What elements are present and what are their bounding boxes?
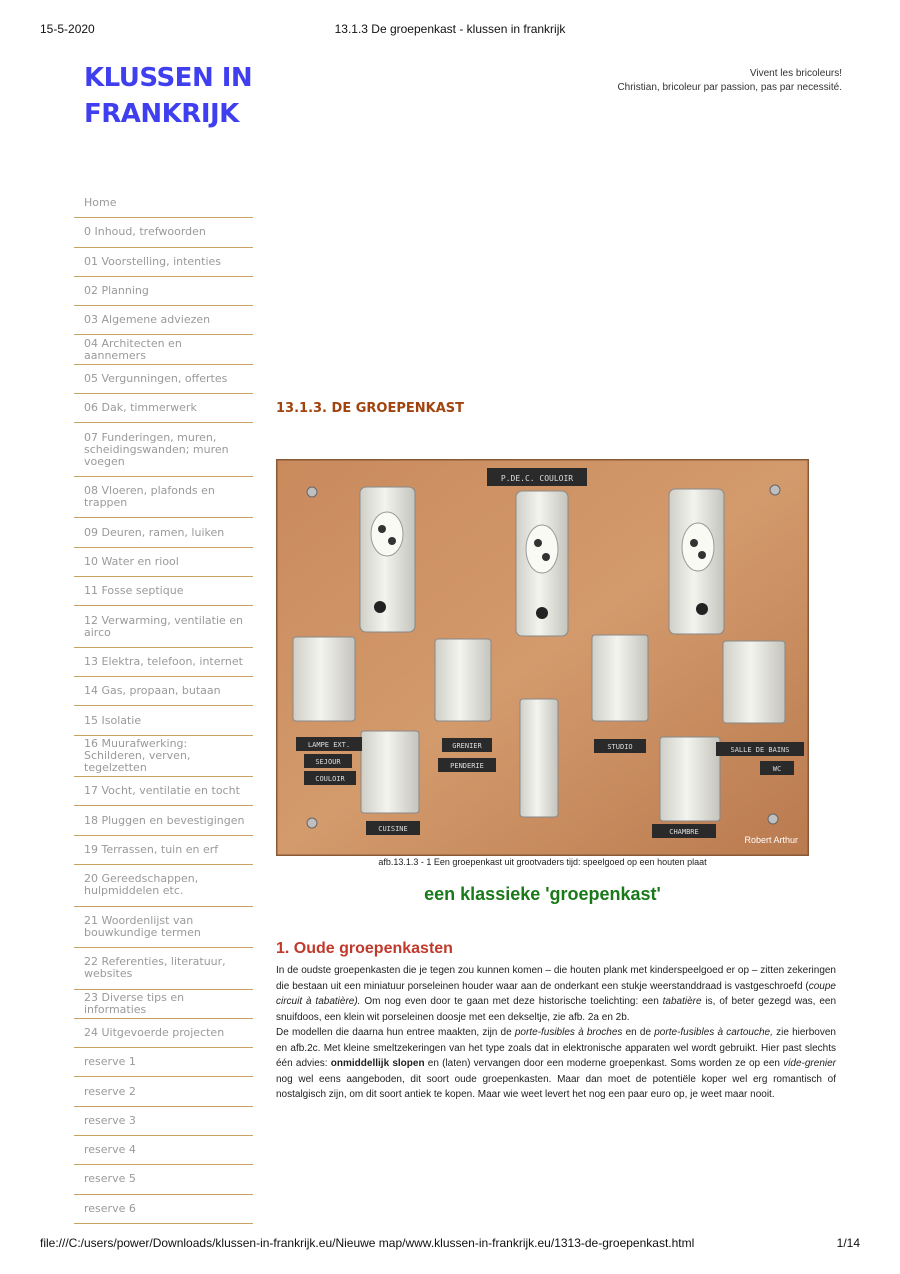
paragraph: De modellen die daarna hun entree maakten, zijn de porte-fusibles à broches en de porte-fusibles à cartouche, zie hierboven en afb.2c. Met kleine smeltzekeringen van het type zoals dat in elektronische apparaten wel wordt gebruikt. Hier past slechts één advies: onmiddellijk slopen en (laten) vervangen door een moderne groepenkast. Soms worden ze op een vide-grenier nog wel eens aangeboden, dit soort oude groepenkasten. Maar dan moet de potentiële koper wel erg romantisch of nostalgisch zijn, om dit soort antiek te kopen. Maar wie weet levert het nog een paar euro op, je weet maar nooit. xyxy=(276,1027,836,1100)
photo-credit: Robert Arthur xyxy=(744,835,798,845)
nav-item-reserve-2[interactable]: reserve 2 xyxy=(74,1077,253,1106)
nav-item-terrassen[interactable]: 19 Terrassen, tuin en erf xyxy=(74,836,253,865)
photo-label: PENDERIE xyxy=(450,762,484,770)
nav-item-vergunningen[interactable]: 05 Vergunningen, offertes xyxy=(74,365,253,394)
sidebar-nav xyxy=(74,189,253,1224)
print-footer xyxy=(40,1236,860,1252)
print-date: 15-5-2020 xyxy=(40,22,95,36)
photo-label: COULOIR xyxy=(315,775,345,783)
photo-label: SEJOUR xyxy=(315,758,341,766)
subheading-oude-groepenkasten: 1. Oude groepenkasten xyxy=(276,940,453,957)
nav-item-deuren[interactable]: 09 Deuren, ramen, luiken xyxy=(74,518,253,547)
nav-item-reserve-1[interactable]: reserve 1 xyxy=(74,1048,253,1077)
nav-item-gereedschappen[interactable]: 20 Gereedschappen, hulpmiddelen etc. xyxy=(74,865,253,907)
nav-item-reserve-6[interactable]: reserve 6 xyxy=(74,1195,253,1224)
photo-label: SALLE DE BAINS xyxy=(730,746,790,754)
nav-item-muurafwerking[interactable]: 16 Muurafwerking: Schilderen, verven, tegelzetten xyxy=(74,736,253,778)
nav-item-reserve-4[interactable]: reserve 4 xyxy=(74,1136,253,1165)
section-title: 13.1.3. DE GROEPENKAST xyxy=(276,401,464,416)
site-title-line1: KLUSSEN IN xyxy=(84,63,253,93)
photo-label: STUDIO xyxy=(607,743,633,751)
nav-item-woordenlijst[interactable]: 21 Woordenlijst van bouwkundige termen xyxy=(74,907,253,949)
nav-item-home[interactable]: Home xyxy=(74,189,253,218)
nav-item-isolatie[interactable]: 15 Isolatie xyxy=(74,706,253,735)
screw-icon xyxy=(307,487,317,497)
nav-item-vloeren[interactable]: 08 Vloeren, plafonds en trappen xyxy=(74,477,253,519)
porcelain-fuse-holder xyxy=(669,489,724,634)
nav-item-elektra[interactable]: 13 Elektra, telefoon, internet xyxy=(74,648,253,677)
photo-label: LAMPE EXT. xyxy=(307,741,351,749)
nav-item-reserve-3[interactable]: reserve 3 xyxy=(74,1107,253,1136)
screw-icon xyxy=(307,818,317,828)
nav-item-diverse-tips[interactable]: 23 Diverse tips en informaties xyxy=(74,990,253,1019)
nav-item-verwarming[interactable]: 12 Verwarming, ventilatie en airco xyxy=(74,606,253,648)
fuse-box xyxy=(592,635,648,721)
nav-item-gas[interactable]: 14 Gas, propaan, butaan xyxy=(74,677,253,706)
site-tagline xyxy=(617,67,842,95)
page-number: 1/14 xyxy=(836,1236,860,1250)
nav-item-reserve-5[interactable]: reserve 5 xyxy=(74,1165,253,1194)
nav-item-dak[interactable]: 06 Dak, timmerwerk xyxy=(74,394,253,423)
fusebox-photo xyxy=(276,459,809,856)
photo-label: GRENIER xyxy=(452,742,482,750)
nav-item-pluggen[interactable]: 18 Pluggen en bevestigingen xyxy=(74,806,253,835)
print-header xyxy=(40,22,860,38)
photo-label: WC xyxy=(772,765,782,773)
tagline-line2: Christian, bricoleur par passion, pas par necessité. xyxy=(617,82,842,93)
nav-item-referenties[interactable]: 22 Referenties, literatuur, websites xyxy=(74,948,253,990)
tagline-line1: Vivent les bricoleurs! xyxy=(749,68,842,79)
nav-item-voorstelling[interactable]: 01 Voorstelling, intenties xyxy=(74,248,253,277)
nav-item-funderingen[interactable]: 07 Funderingen, muren, scheidingswanden; muren voegen xyxy=(74,423,253,477)
nav-item-algemene-adviezen[interactable]: 03 Algemene adviezen xyxy=(74,306,253,335)
fuse-box xyxy=(660,737,720,821)
photo-caption: afb.13.1.3 - 1 Een groepenkast uit grootvaders tijd: speelgoed op een houten plaat xyxy=(378,857,707,867)
green-heading: een klassieke 'groepenkast' xyxy=(424,884,661,904)
nav-item-architecten[interactable]: 04 Architecten en aannemers xyxy=(74,335,253,364)
nav-item-water[interactable]: 10 Water en riool xyxy=(74,548,253,577)
print-url: file:///C:/users/power/Downloads/klussen-in-frankrijk.eu/Nieuwe map/www.klussen-in-frankrijk.eu/1313-de-groepenkast.html xyxy=(40,1236,695,1250)
paragraph: In de oudste groepenkasten die je tegen zou kunnen komen – die houten plank met kinderspeelgoed er op – zitten zekeringen die bestaan uit een miniatuur porseleinen houder waar aan de onderkant een stukje weerstanddraad is vastgeschroefd (coupe circuit à tabatière). Om nog even door te gaan met deze historische toelichting: een tabatière is, of beter gezegd was, een snuifdoos, een klein wit porseleinen doosje met een dekseltje, zie afb. 2a en 2b. xyxy=(276,965,837,1023)
nav-item-uitgevoerde-projecten[interactable]: 24 Uitgevoerde projecten xyxy=(74,1019,253,1048)
fuse-box xyxy=(293,637,355,721)
fuse-box xyxy=(361,731,419,813)
porcelain-fuse-holder xyxy=(360,487,415,632)
fuse-box xyxy=(435,639,491,721)
nav-item-inhoud[interactable]: 0 Inhoud, trefwoorden xyxy=(74,218,253,247)
article-body xyxy=(276,963,836,1103)
photo-label: CUISINE xyxy=(378,825,408,833)
fuse-box xyxy=(520,699,558,817)
nav-item-fosse-septique[interactable]: 11 Fosse septique xyxy=(74,577,253,606)
porcelain-fuse-holder xyxy=(516,491,568,636)
nav-item-vocht[interactable]: 17 Vocht, ventilatie en tocht xyxy=(74,777,253,806)
screw-icon xyxy=(768,814,778,824)
nav-item-planning[interactable]: 02 Planning xyxy=(74,277,253,306)
site-title-link[interactable] xyxy=(84,60,284,132)
fuse-box xyxy=(723,641,785,723)
print-document-title: 13.1.3 De groepenkast - klussen in frankrijk xyxy=(334,22,566,36)
site-title-line2: FRANKRIJK xyxy=(84,99,239,129)
photo-label: P.DE.C. COULOIR xyxy=(500,474,574,483)
photo-label: CHAMBRE xyxy=(669,828,699,836)
screw-icon xyxy=(770,485,780,495)
